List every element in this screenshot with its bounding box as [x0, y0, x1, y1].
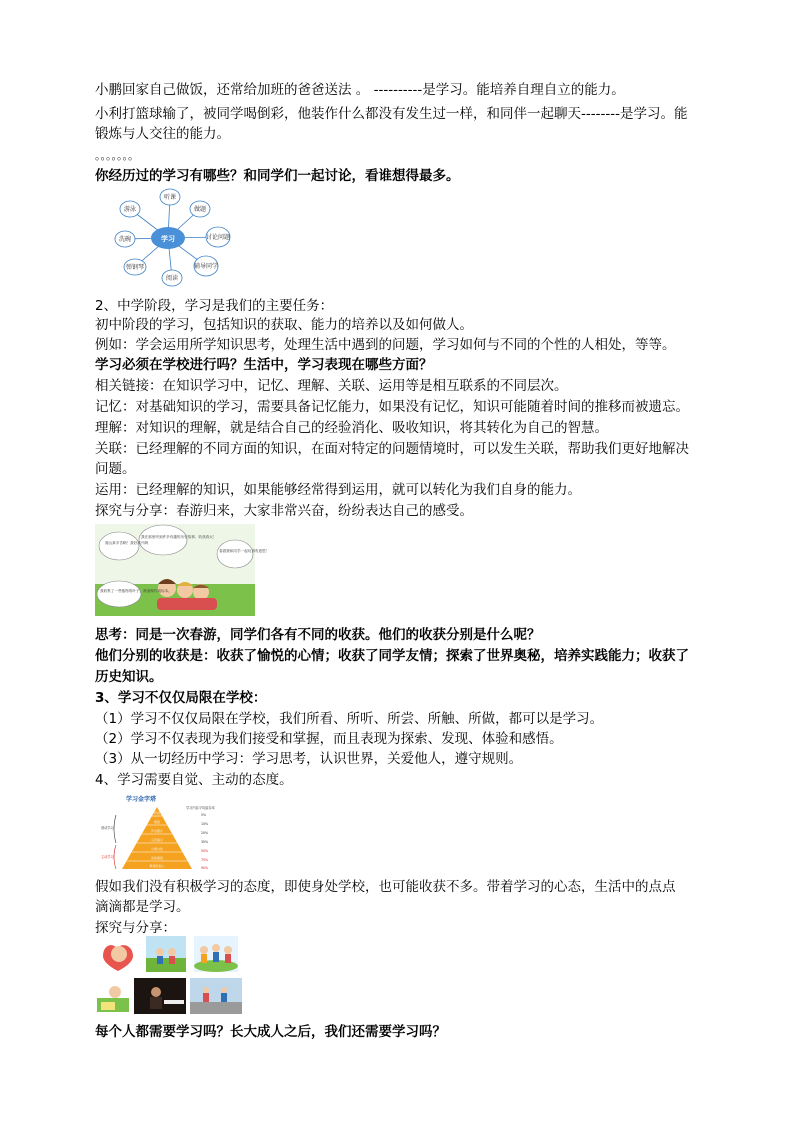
pyramid-active-label: 主动学习 [101, 855, 114, 859]
text-line: 小鹏回家自己做饭，还常给加班的爸爸送法 。 ----------是学习。能培养自理自立的能力。 [95, 82, 625, 98]
section-heading: 2、中学阶段，学习是我们的主要任务： [95, 298, 334, 314]
pyramid-level: 教授给他人 [149, 864, 165, 868]
pyramid-rate: 10% [201, 822, 209, 826]
spring-outing-photo [95, 524, 270, 616]
speech-bubble-text: 我收集了一些植物的叶子，准备制作成标本。 [100, 589, 172, 593]
crying-child-thumbnail [97, 936, 139, 972]
text-line: 记忆：对基础知识的学习，需要具备记忆能力，如果没有记忆，知识可能随着时间的推移而被遗忘。 [95, 399, 689, 415]
pyramid-level: 听讲 [153, 811, 161, 815]
text-line: 关联：已经理解的不同方面的知识，在面对特定的问题情境时，可以发生关联，帮助我们更好地解决 [95, 441, 689, 457]
text-line: （3）从一切经历中学习：学习思考，认识世界，关爱他人，遵守规则。 [95, 751, 523, 767]
kids-playing-thumbnail [146, 936, 186, 972]
pyramid-rate: 50% [201, 849, 209, 853]
pyramid-level: 声音图片 [150, 829, 164, 833]
speech-bubble-text: 我在那里听到许多有趣的历史故事，收获真大！ [141, 535, 217, 539]
text-line: 相关链接：在知识学习中，记忆、理解、关联、运用等是相互联系的不同层次。 [95, 378, 568, 394]
text-line: 历史知识。 [95, 669, 163, 685]
text-line: 运用：已经理解的知识，如果能够经常得到运用，就可以转化为我们自身的能力。 [95, 482, 581, 498]
learning-pyramid-image [100, 793, 225, 873]
text-line: 锻炼与人交往的能力。 [95, 126, 230, 142]
pyramid-rate: 75% [201, 858, 209, 862]
mindmap-node: 游泳 [123, 206, 137, 213]
text-line: 探究与分享：春游归来，大家非常兴奋，纷纷表达自己的感受。 [95, 503, 473, 519]
text-line: 理解：对知识的理解，就是结合自己的经验消化、吸收知识，将其转化为自己的智慧。 [95, 420, 608, 436]
pyramid-level: 小组讨论 [150, 847, 164, 851]
mindmap-center-label: 学习 [161, 235, 175, 243]
pyramid-rate: 30% [201, 840, 209, 844]
mindmap-node: 听课 [163, 194, 177, 201]
question-heading: 每个人都需要学习吗？长大成人之后，我们还需要学习吗？ [95, 1024, 446, 1040]
pyramid-rate: 20% [201, 831, 209, 835]
pyramid-level: 示范演示 [150, 838, 164, 842]
text-line: 。。。。。。。 [95, 149, 139, 162]
section-heading: 3、学习不仅仅局限在学校： [95, 690, 267, 706]
pyramid-level: 实际演练 [150, 856, 164, 860]
pyramid-rate: 90% [201, 866, 209, 870]
question-heading: 学习必须在学校进行吗？生活中，学习表现在哪些方面？ [95, 357, 433, 373]
text-line: （2）学习不仅表现为我们接受和掌握，而且表现为探索、发现、体验和感悟。 [95, 731, 563, 747]
question-heading: 思考：同是一次春游，同学们各有不同的收获。他们的收获分别是什么呢？ [95, 627, 541, 643]
speech-bubble-text: 爬山真辛苦啊！我好高兴啊 [105, 541, 149, 545]
group-play-thumbnail [194, 936, 238, 972]
section-heading: 4、学习需要自觉、主动的态度。 [95, 772, 293, 788]
mindmap-node: 讨论问题 [205, 234, 231, 241]
mindmap-node: 辅导同学 [193, 263, 219, 270]
pyramid-level: 阅读 [153, 820, 161, 824]
mindmap-node: 洗碗 [118, 236, 132, 243]
mindmap-node: 阅读 [165, 275, 179, 282]
learning-mind-map [108, 187, 238, 287]
pyramid-title: 学习金字塔 [126, 796, 157, 803]
skating-thumbnail [190, 978, 242, 1014]
piano-practice-thumbnail [134, 978, 186, 1014]
pyramid-passive-label: 被动学习 [101, 826, 114, 830]
text-line: 他们分别的收获是：收获了愉悦的心情；收获了同学友情；探索了世界奥秘，培养实践能力；收获了 [95, 648, 689, 664]
mindmap-node: 做题 [193, 206, 207, 213]
child-studying-thumbnail [95, 978, 133, 1014]
mindmap-node: 弹钢琴 [125, 264, 145, 271]
text-line: 小利打篮球输了，被同学喝倒彩，他装作什么都没有发生过一样，和同伴一起聊天--------是学习。能 [95, 106, 688, 122]
text-line: 初中阶段的学习，包括知识的获取、能力的培养以及如何做人。 [95, 317, 473, 333]
text-line: 滴滴都是学习。 [95, 899, 190, 915]
text-line: （1）学习不仅仅局限在学校，我们所看、所听、所尝、所触、所做，都可以是学习。 [95, 711, 604, 727]
text-line: 问题。 [95, 461, 136, 477]
text-line: 例如：学会运用所学知识思考，处理生活中遇到的问题，学习如何与不同的个性的人相处，等等。 [95, 337, 676, 353]
speech-bubble-text: 春游我和同学一起玩得有意思！ [219, 549, 270, 553]
text-line: 假如我们没有积极学习的态度，即使身处学校，也可能收获不多。带着学习的心态，生活中的点点 [95, 879, 676, 895]
text-line: 探究与分享： [95, 920, 176, 936]
pyramid-rate: 5% [201, 813, 207, 817]
question-heading: 你经历过的学习有哪些？和同学们一起讨论，看谁想得最多。 [95, 168, 460, 184]
pyramid-subtitle: 学习内容平均留存率 [186, 806, 215, 810]
